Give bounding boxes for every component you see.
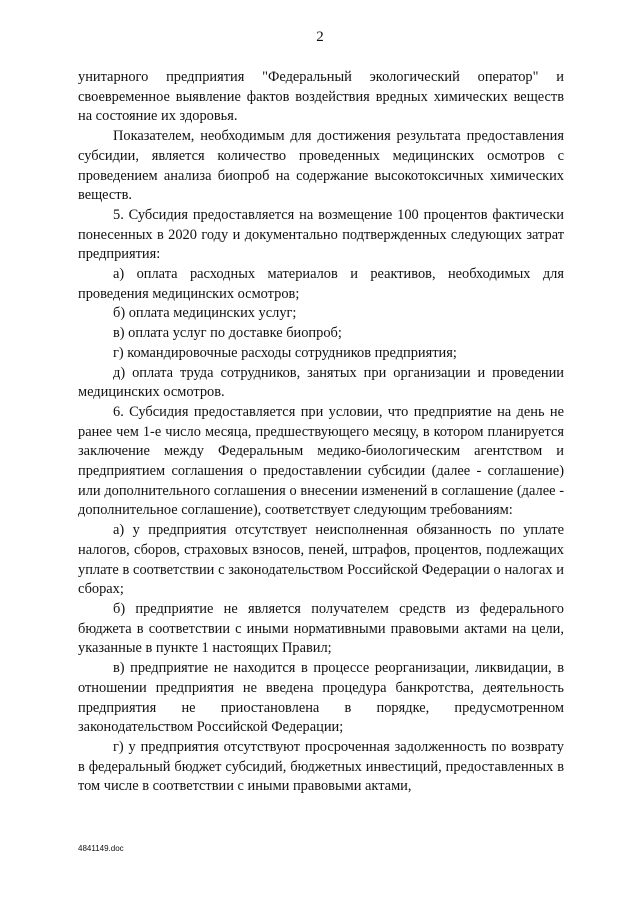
paragraph-indicator: Показателем, необходимым для достижения результата предоставления субсидии, является количество проведенных медицинских осмотров с проведением анализа биопроб на содержание высокотоксичных химических веществ. [78,128,564,204]
list-item-5c: в) оплата услуг по доставке биопроб; [113,325,342,342]
list-item-6a: а) у предприятия отсутствует неисполненная обязанность по уплате налогов, сборов, страховых взносов, пеней, штрафов, процентов, подлежащих уплате в соответствии с законодательством Российской Федерации о налогах и сборах; [78,522,564,598]
list-item-6b: б) предприятие не является получателем средств из федерального бюджета в соответствии с иными нормативными правовыми актами на цели, указанные в пункте 1 настоящих Правил; [78,600,564,657]
paragraph-clause-6: 6. Субсидия предоставляется при условии, что предприятие на день не ранее чем 1-е число месяца, предшествующего месяцу, в котором планируется заключение между Федеральным медико-биологическим агентством и предприятием соглашения о предоставлении субсидии (далее - соглашение) или дополнительного соглашения о внесении изменений в соглашение (далее - дополнительное соглашение), соответствует следующим требованиям: [78,403,564,519]
list-item-5a: а) оплата расходных материалов и реактивов, необходимых для проведения медицинских осмотров; [78,266,564,302]
list-item-5e: д) оплата труда сотрудников, занятых при организации и проведении медицинских осмотров. [78,364,564,401]
paragraph-clause-5: 5. Субсидия предоставляется на возмещение 100 процентов фактически понесенных в 2020 году и документально подтвержденных следующих затрат предприятия: [78,206,564,263]
document-filename: 4841149.doc [78,844,124,853]
list-item-5d: г) командировочные расходы сотрудников предприятия; [113,344,457,361]
list-item-5b: б) оплата медицинских услуг; [113,305,297,322]
page-number: 2 [316,29,324,45]
document-body [78,68,564,797]
list-item-6c: в) предприятие не находится в процессе реорганизации, ликвидации, в отношении предприятия не введена процедура банкротства, деятельность предприятия не приостановлена в порядке, предусмотренном законодательством Российской Федерации; [78,660,564,736]
paragraph-continuation: унитарного предприятия "Федеральный экологический оператор" и своевременное выявление фактов воздействия вредных химических веществ на состояние их здоровья. [78,69,564,125]
list-item-6d: г) у предприятия отсутствуют просроченная задолженность по возврату в федеральный бюджет субсидий, бюджетных инвестиций, предоставленных в том числе в соответствии с иными правовыми актами, [78,738,564,795]
